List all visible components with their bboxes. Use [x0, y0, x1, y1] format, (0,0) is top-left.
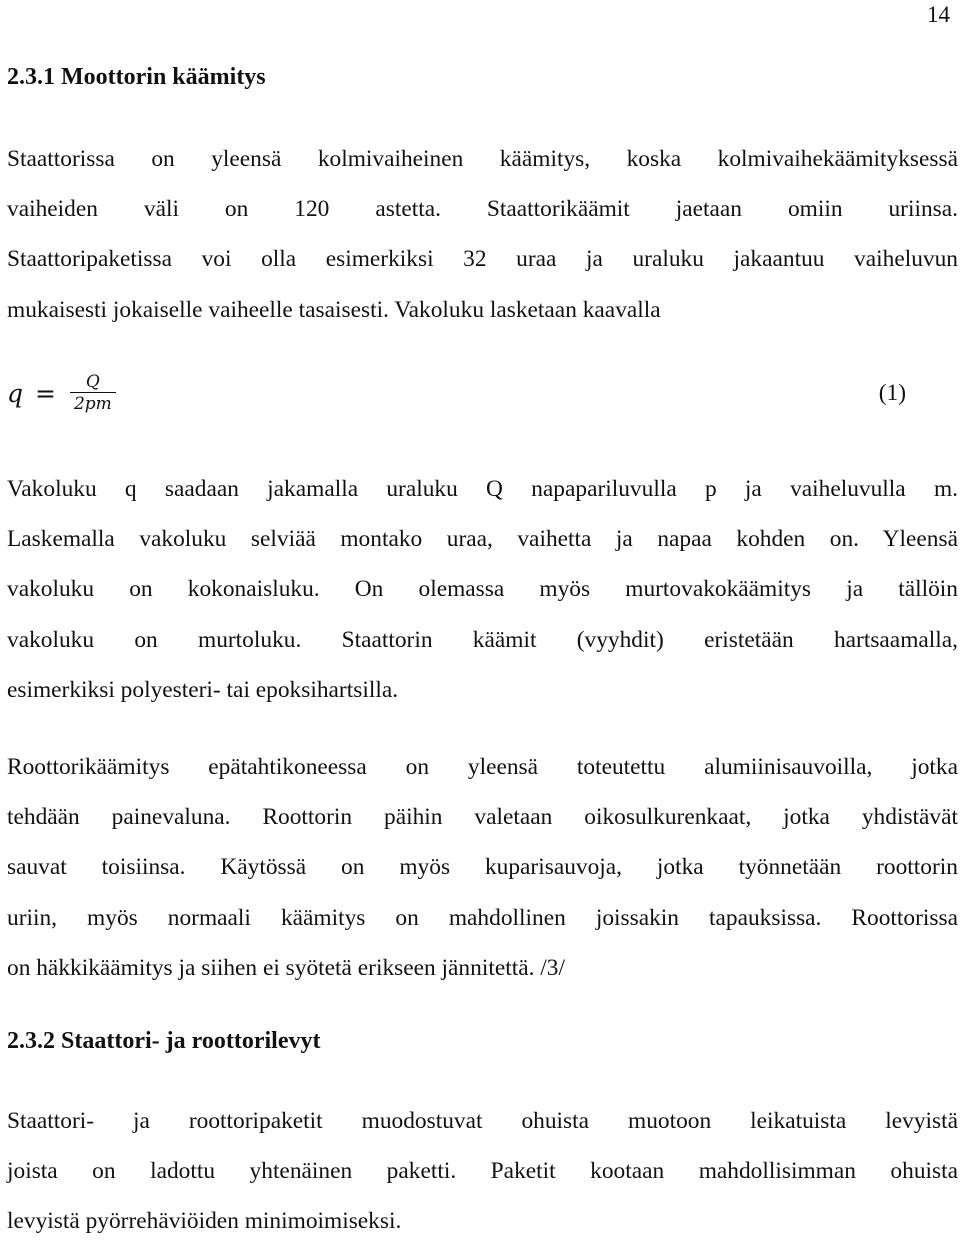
text-line: vakoluku on murtoluku. Staattorin käämit (vyyhdit) eristetään hartsaamalla, [7, 626, 958, 653]
text-line: vaiheiden väli on 120 astetta. Staattorikäämit jaetaan omiin uriinsa. [7, 196, 958, 223]
section-heading-2-3-2: 2.3.2 Staattori- ja roottorilevyt [7, 1028, 321, 1054]
equation-expression [7, 372, 116, 415]
text-line: Staattori- ja roottoripaketit muodostuvat ohuista muotoon leikatuista levyistä [7, 1108, 958, 1134]
page-number: 14 [927, 2, 950, 27]
equation-lhs: q [7, 379, 24, 408]
equation-equals-sign: = [35, 379, 56, 408]
paragraph-levyt [7, 1096, 958, 1247]
text-line: Laskemalla vakoluku selviää montako uraa, vaihetta ja napaa kohden on. Yleensä [7, 526, 958, 553]
text-line: Staattorissa on yleensä kolmivaiheinen käämitys, koska kolmivaihekäämityksessä [7, 146, 958, 172]
paragraph-roottorikaamitys [7, 742, 958, 993]
text-line: Vakoluku q saadaan jakamalla uraluku Q napapariluvulla p ja vaiheluvulla m. [7, 476, 958, 502]
text-line: sauvat toisiinsa. Käytössä on myös kuparisauvoja, jotka työnnetään roottorin [7, 854, 958, 881]
text-line: esimerkiksi polyesteri- tai epoksihartsilla. [7, 676, 399, 703]
fraction-numerator: Q [85, 372, 100, 392]
paragraph-kaamitys-intro [7, 134, 958, 335]
section-heading-2-3-1: 2.3.1 Moottorin käämitys [7, 64, 266, 90]
text-line: mukaisesti jokaiselle vaiheelle tasaisesti. Vakoluku lasketaan kaavalla [7, 296, 661, 323]
text-line: uriin, myös normaali käämitys on mahdollinen joissakin tapauksissa. Roottorissa [7, 904, 958, 931]
equation-number: (1) [878, 380, 906, 406]
paragraph-vakoluku [7, 464, 958, 715]
equation-vakoluku [7, 370, 958, 426]
fraction-denominator: 2pm [73, 394, 112, 414]
text-line: vakoluku on kokonaisluku. On olemassa myös murtovakokäämitys ja tällöin [7, 576, 958, 603]
text-line: on häkkikäämitys ja siihen ei syötetä erikseen jännitettä. /3/ [7, 954, 565, 981]
text-line: tehdään painevaluna. Roottorin päihin valetaan oikosulkurenkaat, jotka yhdistävät [7, 804, 958, 831]
text-line: joista on ladottu yhtenäinen paketti. Paketit kootaan mahdollisimman ohuista [7, 1158, 958, 1185]
text-line: Staattoripaketissa voi olla esimerkiksi 32 uraa ja uraluku jakaantuu vaiheluvun [7, 246, 958, 273]
text-line: Roottorikäämitys epätahtikoneessa on yleensä toteutettu alumiinisauvoilla, jotka [7, 754, 958, 780]
equation-fraction [70, 372, 116, 415]
text-line: levyistä pyörrehäviöiden minimoimiseksi. [7, 1208, 402, 1235]
